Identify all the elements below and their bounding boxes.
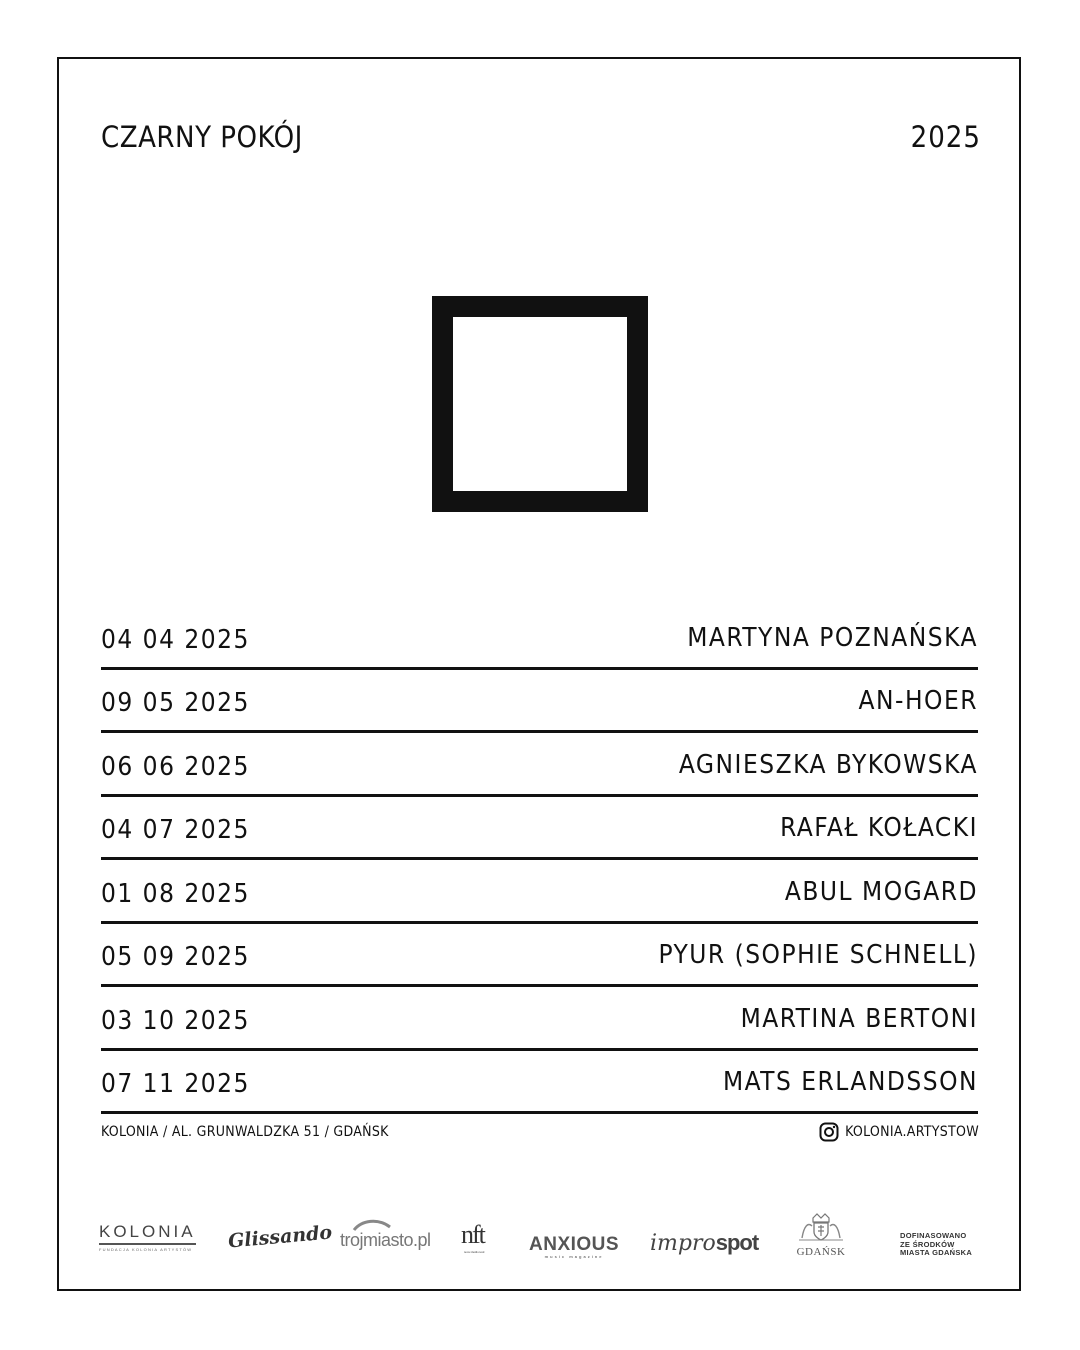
kolonia-logo-name: KOLONIA xyxy=(99,1222,196,1245)
poster-year: 2025 xyxy=(910,120,981,154)
funding-note xyxy=(900,1232,972,1258)
event-artist: MARTINA BERTONI xyxy=(740,1003,978,1034)
funding-note-line: MIASTA GDAŃSKA xyxy=(900,1248,973,1257)
schedule-row xyxy=(101,1051,978,1115)
gdansk-coat-of-arms-logo xyxy=(793,1212,849,1258)
schedule-row xyxy=(101,733,978,797)
gdansk-crest-icon xyxy=(796,1212,846,1242)
venue-address: KOLONIA / AL. GRUNWALDZKA 51 / GDAŃSK xyxy=(101,1124,389,1140)
instagram-icon xyxy=(819,1122,839,1142)
event-date: 09 05 2025 xyxy=(101,688,250,718)
event-date: 01 08 2025 xyxy=(101,878,250,909)
event-artist: AGNIESZKA BYKOWSKA xyxy=(678,749,978,780)
gdansk-logo-name: GDAŃSK xyxy=(796,1246,846,1258)
nft-logo-tagline: nowe media teatr xyxy=(464,1250,485,1254)
instagram-handle: KOLONIA.ARTYSTOW xyxy=(845,1124,979,1140)
event-artist: ABUL MOGARD xyxy=(784,876,978,907)
anxious-logo xyxy=(529,1234,619,1259)
event-schedule xyxy=(101,606,978,1114)
poster-title: CZARNY POKÓJ xyxy=(101,120,303,154)
nft-logo xyxy=(461,1220,485,1254)
event-date: 04 07 2025 xyxy=(101,815,250,845)
event-artist: PYUR (SOPHIE SCHNELL) xyxy=(658,940,978,970)
anxious-logo-tagline: music magazine xyxy=(544,1254,604,1259)
event-artist: RAFAŁ KOŁACKI xyxy=(780,813,978,843)
schedule-row xyxy=(101,860,978,924)
black-square-logo xyxy=(432,296,648,512)
event-artist: AN-HOER xyxy=(858,686,978,716)
schedule-row xyxy=(101,924,978,988)
trojmiasto-logo-text: trojmiasto.pl xyxy=(340,1230,431,1250)
schedule-row xyxy=(101,987,978,1051)
instagram-link[interactable] xyxy=(819,1122,979,1142)
funding-note-line: DOFINASOWANO xyxy=(900,1231,967,1240)
trojmiasto-swoosh-icon xyxy=(352,1218,392,1232)
schedule-row xyxy=(101,606,978,670)
event-artist: MARTYNA POZNAŃSKA xyxy=(687,622,978,653)
improspot-logo-impro: impro xyxy=(650,1231,716,1256)
event-date: 05 09 2025 xyxy=(101,942,250,972)
improspot-logo xyxy=(650,1230,758,1256)
anxious-logo-name: ANXIOUS xyxy=(529,1234,620,1255)
event-date: 03 10 2025 xyxy=(101,1005,250,1036)
trojmiasto-logo xyxy=(340,1230,431,1251)
schedule-row xyxy=(101,670,978,734)
schedule-row xyxy=(101,797,978,861)
event-date: 04 04 2025 xyxy=(101,624,250,655)
nft-logo-name: nft xyxy=(461,1220,484,1249)
improspot-logo-spot: spot xyxy=(715,1230,759,1255)
event-date: 07 11 2025 xyxy=(101,1069,250,1099)
event-date: 06 06 2025 xyxy=(101,751,250,782)
sponsor-logos xyxy=(95,1212,985,1268)
event-artist: MATS ERLANDSSON xyxy=(723,1067,978,1097)
glissando-logo: Glissando xyxy=(227,1221,333,1253)
kolonia-logo xyxy=(99,1222,196,1252)
kolonia-logo-tagline: FUNDACJA KOLONIA ARTYSTÓW xyxy=(99,1247,193,1252)
funding-note-line: ZE ŚRODKÓW xyxy=(900,1239,955,1249)
